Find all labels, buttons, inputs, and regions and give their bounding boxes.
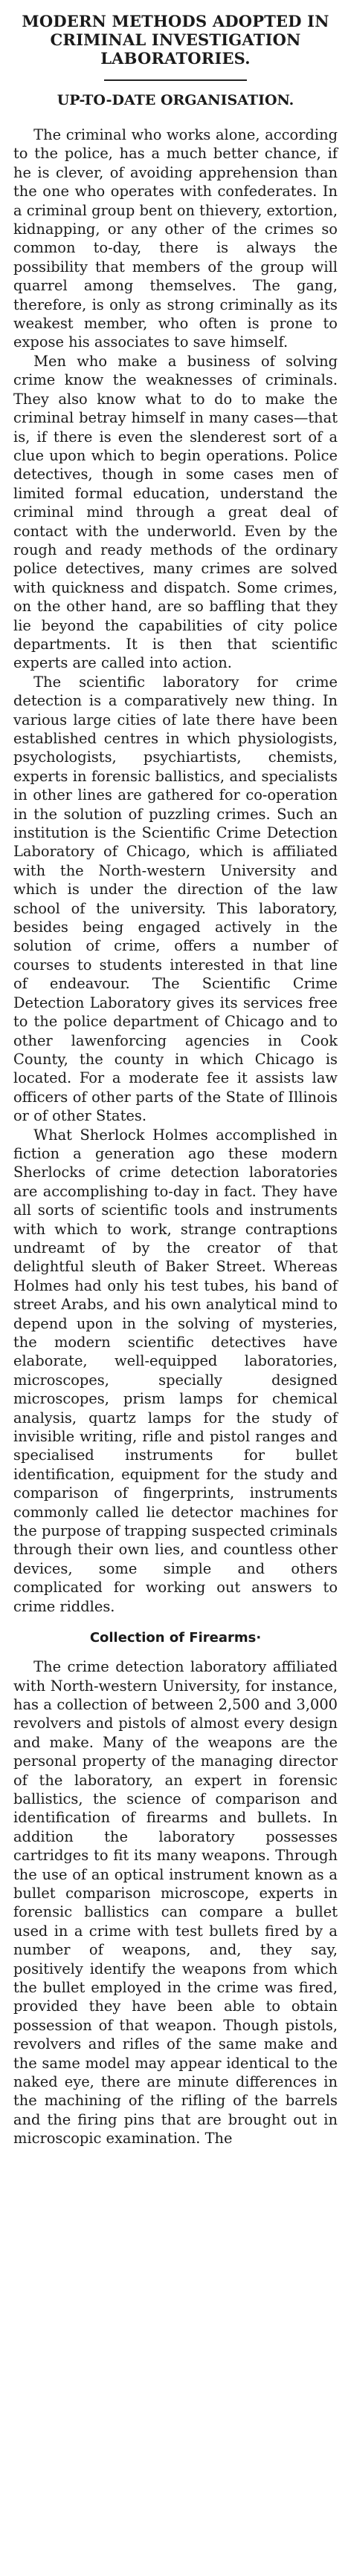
article-subheadline: UP-TO-DATE ORGANISATION. bbox=[57, 92, 294, 108]
article-headline: MODERN METHODS ADOPTED IN CRIMINAL INVESTIGATION LABORATORIES. bbox=[22, 12, 329, 68]
paragraph: Men who make a business of solving crime know the weaknesses of criminals. They also know what to do to make the criminal betray himself in many cases—that is, if there is even the slenderest sort of a clue upon which to begin operations. Police detectives, though in some cases men of limited formal education, understand the criminal mind through a great deal of contact with the underworld. Even by the rough and ready methods of the ordinary police detectives, many crimes are solved with quickness and dispatch. Some crimes, on the other hand, are so baffling that they lie beyond the capabilities of city police departments. It is then that scientific experts are called into action. bbox=[13, 352, 338, 672]
headline-divider bbox=[104, 79, 247, 81]
section-heading: Collection of Firearms· bbox=[89, 1630, 262, 1646]
paragraph: The scientific laboratory for crime detection is a comparatively new thing. In various large cities of late there have been established centres in which physiologists, psychologists, psychiartists, chemists, experts in forensic ballistics, and specialists in other lines are gathered for co-operation in the solution of puzzling crimes. Such an institution is the Scientific Crime Detection Laboratory of Chicago, which is affiliated with the North-western University and which is under the direction of the law school of the university. This laboratory, besides being engaged actively in the solution of crime, offers a number of courses to students interested in that line of endeavour. The Scientific Crime Detection Laboratory gives its services free to the police department of Chicago and to other lawenforcing agencies in Cook County, the county in which Chicago is located. For a moderate fee it assists law officers of other parts of the State of Illinois or of other States. bbox=[13, 673, 338, 1125]
paragraph: The crime detection laboratory affiliated with North-western University, for instance, has a collection of between 2,500 and 3,000 revolvers and pistols of almost every design and make. Many of the weapons are the personal property of the managing director of the laboratory, an expert in forensic ballistics, the science of comparison and identification of firearms and bullets. In addition the laboratory possesses cartridges to fit its many weapons. Through the use of an optical instrument known as a bullet comparison microscope, experts in forensic ballistics can compare a bullet used in a crime with test bullets fired by a number of weapons, and, they say, positively identify the weapons from which the bullet employed in the crime was fired, provided they have been able to obtain possession of that weapon. Though pistols, revolvers and rifles of the same make and the same model may appear identical to the naked eye, there are minute differences in the machining of the rifling of the barrels and the firing pins that are brought out in microscopic examination. The bbox=[13, 1658, 338, 2148]
paragraph: What Sherlock Holmes accomplished in fiction a generation ago these modern Sherlocks of crime detection laboratories are accomplishing to-day in fact. They have all sorts of scientific tools and instruments with which to work, strange contraptions undreamt of by the creator of that delightful sleuth of Baker Street. Whereas Holmes had only his test tubes, his band of street Arabs, and his own analytical mind to depend upon in the solving of mysteries, the modern scientific detectives have elaborate, well-equipped laboratories, microscopes, specially designed microscopes, prism lamps for chemical analysis, quartz lamps for the study of invisible writing, rifle and pistol ranges and specialised instruments for bullet identification, equipment for the study and comparison of fingerprints, instruments commonly called lie detector machines for the purpose of trapping suspected criminals through their own lies, and countless other devices, some simple and others complicated for working out answers to crime riddles. bbox=[13, 1126, 338, 1615]
paragraph: The criminal who works alone, according to the police, has a much better chance, if he is clever, of avoiding apprehension than the one who operates with confederates. In a criminal group bent on thievery, extortion, kidnapping, or any other of the crimes so common to-day, there is always the possibility that members of the group will quarrel among themselves. The gang, therefore, is only as strong criminally as its weakest member, who often is prone to expose his associates to save himself. bbox=[13, 126, 338, 351]
article-body bbox=[13, 125, 338, 2148]
